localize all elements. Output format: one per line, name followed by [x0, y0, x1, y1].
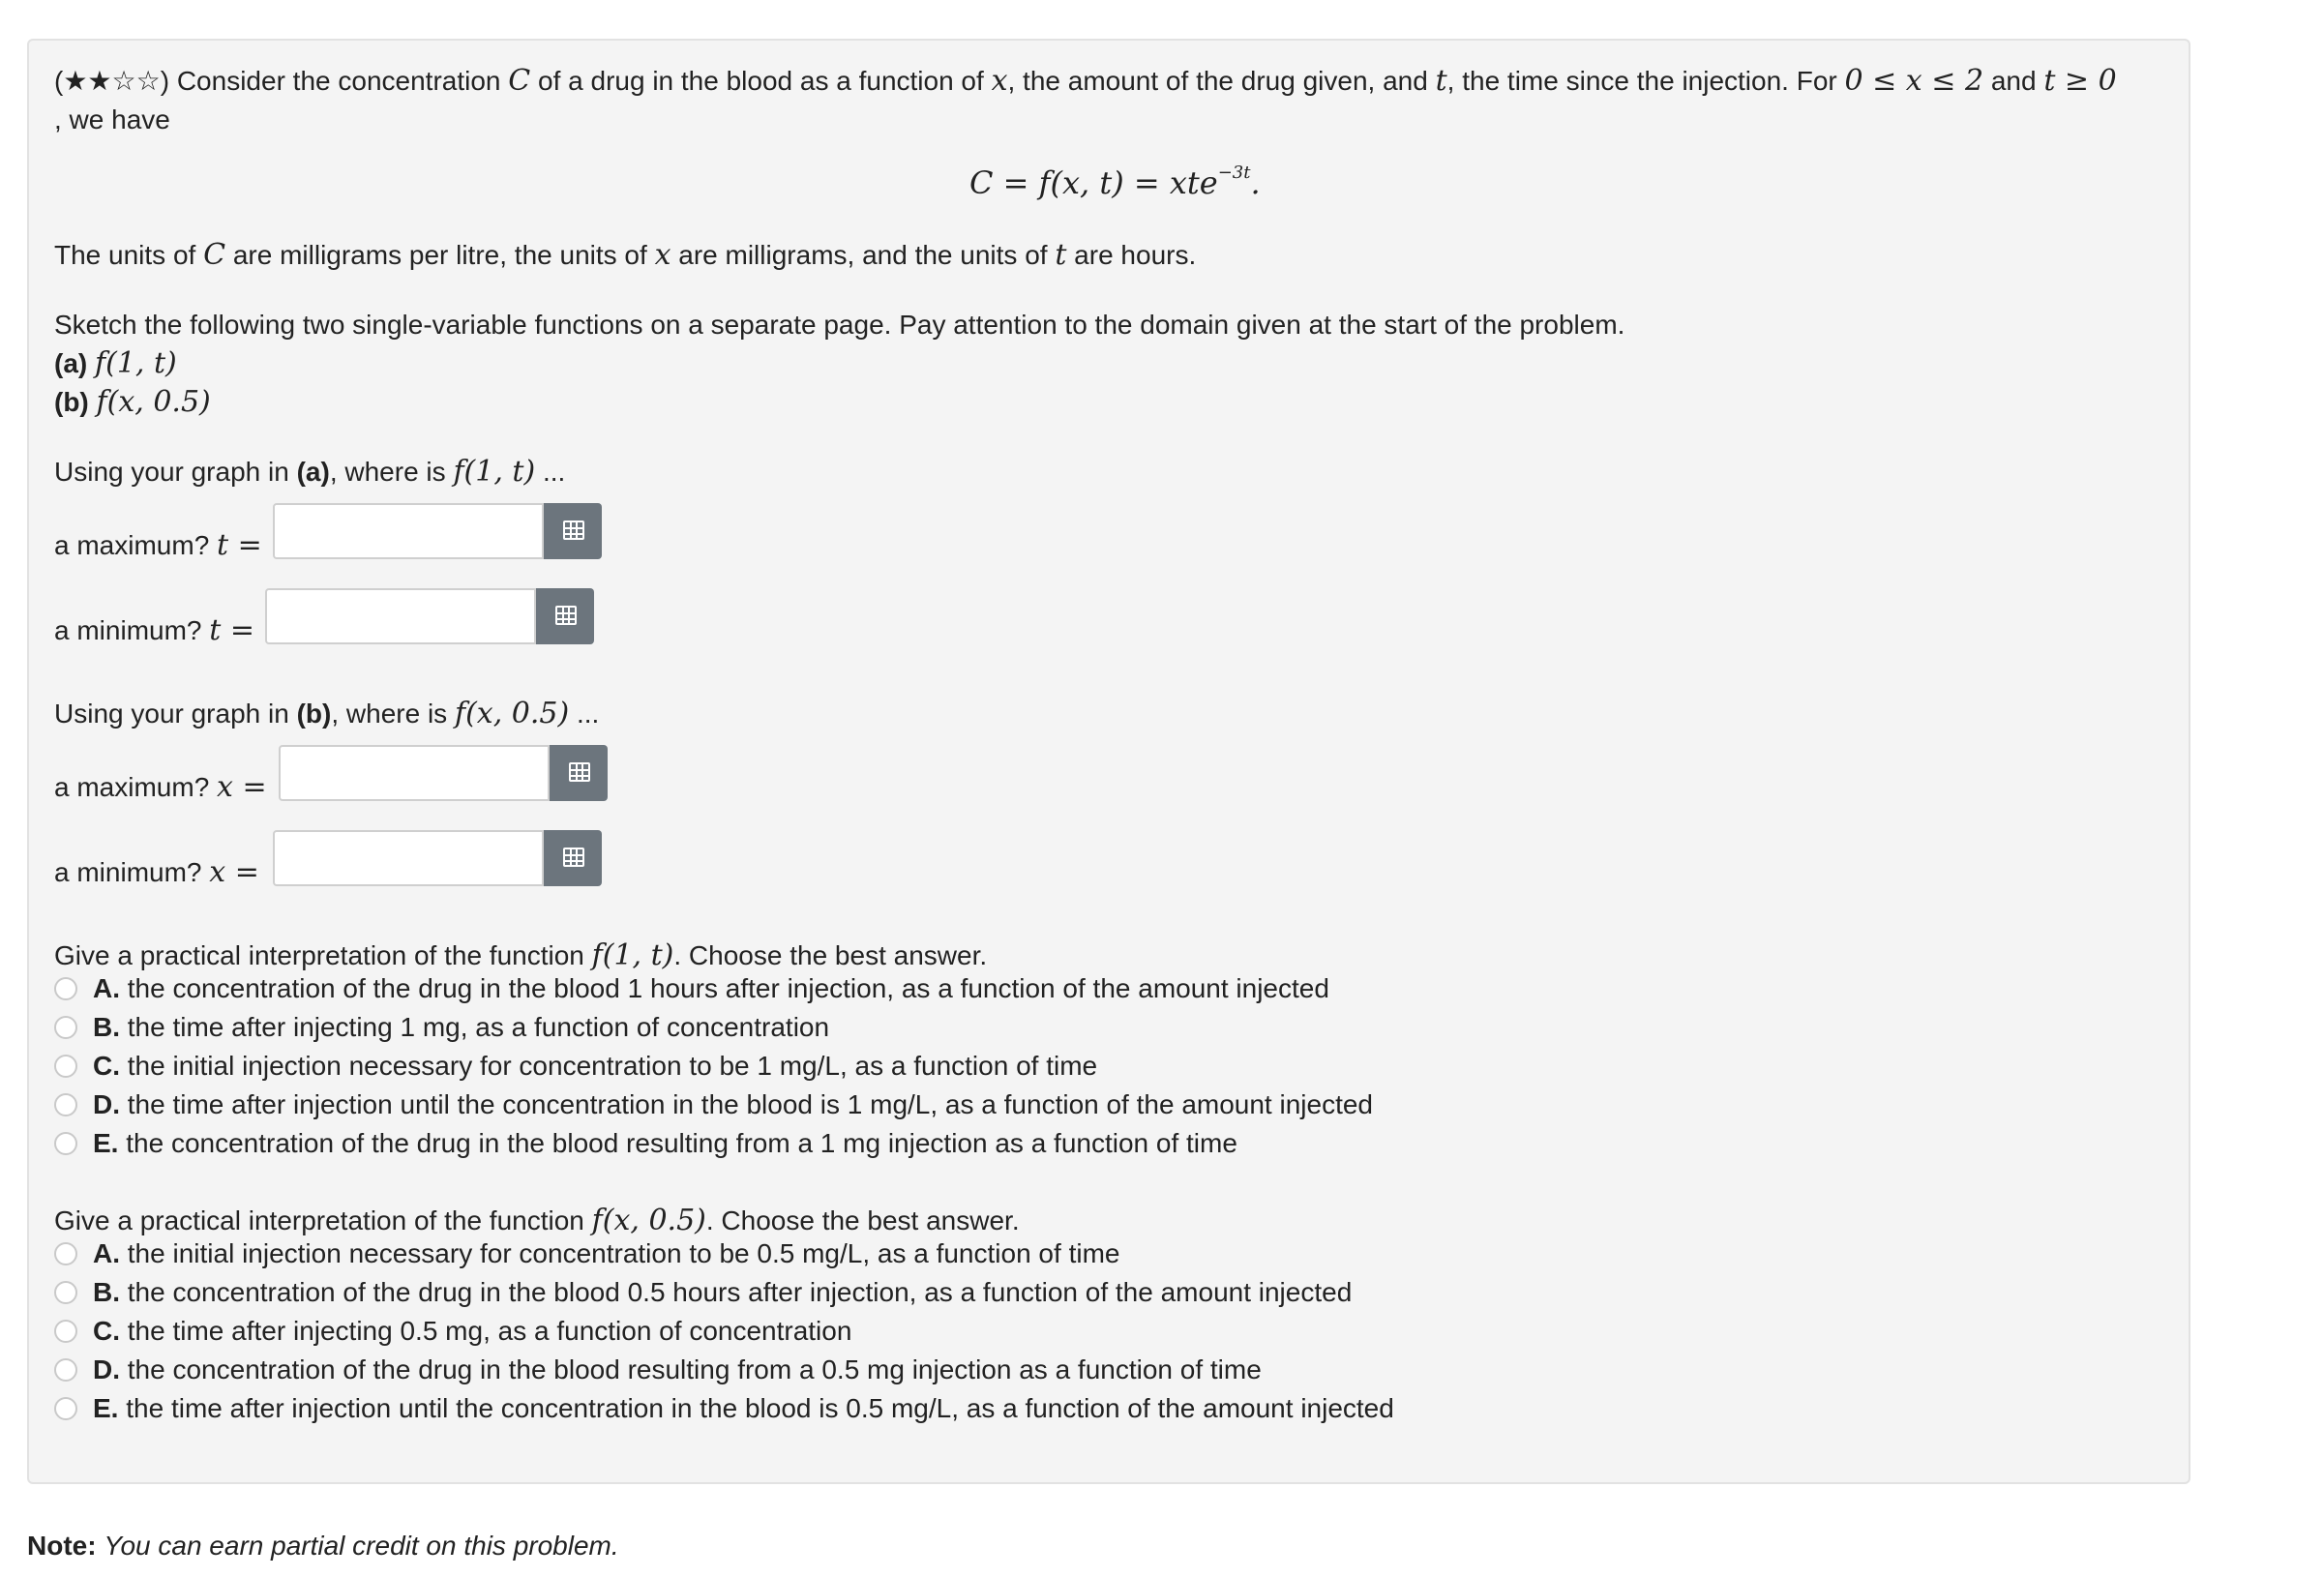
- option-text: [93, 1128, 1237, 1159]
- prompt-ellipsis: ...: [576, 699, 600, 729]
- q1-func: f(1, t): [591, 938, 674, 972]
- max-label-text: a maximum?: [54, 772, 210, 802]
- sketch-instructions: Sketch the following two single-variable functions on a separate page. Pay attention to the domain given at the start of the problem.: [54, 310, 1625, 340]
- domain-t: t ≥ 0: [2043, 64, 2117, 98]
- units-part: The units of: [54, 240, 196, 270]
- units-part: are milligrams per litre, the units of: [232, 240, 647, 270]
- radio-button[interactable]: [54, 1281, 77, 1304]
- option-text: [93, 973, 1329, 1004]
- option-label: the time after injecting 0.5 mg, as a function of concentration: [127, 1316, 852, 1346]
- option-text: [93, 1089, 1373, 1120]
- problem-intro: [54, 64, 2117, 98]
- min-label-text: a minimum?: [54, 615, 202, 645]
- option-letter: B.: [93, 1012, 120, 1042]
- graph-a-prompt: [54, 455, 565, 489]
- note-text: You can earn partial credit on this problem.: [104, 1531, 619, 1561]
- units-text: [54, 238, 1196, 272]
- option-text: [93, 1316, 851, 1347]
- var-x: x: [654, 238, 671, 272]
- var-eq: x =: [209, 855, 259, 889]
- radio-button[interactable]: [54, 1320, 77, 1343]
- part-b: [54, 385, 211, 419]
- graph-a-max-input[interactable]: [273, 503, 544, 559]
- graph-b-max-matrix-button[interactable]: [550, 745, 608, 801]
- formula-exponent: −3t: [1217, 163, 1251, 184]
- prompt-func: f(x, 0.5): [454, 697, 570, 730]
- grid-icon: [563, 848, 584, 867]
- option-letter: D.: [93, 1089, 120, 1119]
- option-text: [93, 1277, 1352, 1308]
- var-t: t: [1055, 238, 1067, 272]
- option-label: the initial injection necessary for concentration to be 0.5 mg/L, as a function of time: [127, 1238, 1120, 1268]
- q1-suffix: . Choose the best answer.: [673, 940, 988, 970]
- formula: [969, 164, 1261, 201]
- problem-intro-line2: , we have: [54, 104, 170, 134]
- intro-text: of a drug in the blood as a function of: [538, 66, 984, 96]
- graph-a-max-matrix-button[interactable]: [544, 503, 602, 559]
- option-letter: A.: [93, 973, 120, 1003]
- option-label: the initial injection necessary for concentration to be 1 mg/L, as a function of time: [127, 1051, 1098, 1081]
- var-c: C: [203, 238, 226, 272]
- part-b-func: f(x, 0.5): [96, 385, 211, 419]
- grid-icon: [555, 606, 577, 625]
- option-label: the time after injection until the concentration in the blood is 0.5 mg/L, as a function of the amount injected: [126, 1393, 1394, 1423]
- intro-text: and: [1990, 66, 2037, 96]
- option-label: the concentration of the drug in the blood resulting from a 0.5 mg injection as a function of time: [127, 1354, 1262, 1384]
- max-label-text: a maximum?: [54, 530, 210, 560]
- problem-panel: [27, 39, 2190, 1484]
- graph-b-max-label: [54, 770, 267, 804]
- graph-b-max-input[interactable]: [279, 745, 550, 801]
- q2-prefix: Give a practical interpretation of the function: [54, 1205, 584, 1235]
- option-letter: B.: [93, 1277, 120, 1307]
- formula-main: C = f(x, t) = xte: [969, 164, 1218, 201]
- option-letter: C.: [93, 1051, 120, 1081]
- option-text: [93, 1012, 829, 1043]
- graph-b-prompt: [54, 697, 599, 730]
- units-part: are hours.: [1074, 240, 1197, 270]
- part-a: [54, 346, 177, 380]
- option-text: [93, 1354, 1262, 1385]
- option-letter: A.: [93, 1238, 120, 1268]
- radio-button[interactable]: [54, 1242, 77, 1265]
- var-eq: t =: [209, 613, 254, 647]
- var-eq: t =: [217, 528, 262, 562]
- radio-button[interactable]: [54, 1093, 77, 1116]
- option-label: the concentration of the drug in the blood 1 hours after injection, as a function of the amount injected: [127, 973, 1329, 1003]
- prompt-bold: (a): [296, 457, 330, 487]
- prompt-text: Using your graph in: [54, 699, 289, 729]
- radio-button[interactable]: [54, 977, 77, 1000]
- part-a-func: f(1, t): [95, 346, 177, 380]
- var-t: t: [1435, 64, 1447, 98]
- option-label: the concentration of the drug in the blood 0.5 hours after injection, as a function of the amount injected: [127, 1277, 1353, 1307]
- radio-button[interactable]: [54, 1358, 77, 1382]
- graph-b-min-matrix-button[interactable]: [544, 830, 602, 886]
- option-letter: E.: [93, 1128, 119, 1158]
- prompt-ellipsis: ...: [542, 457, 566, 487]
- partial-credit-note: [27, 1531, 619, 1562]
- radio-button[interactable]: [54, 1055, 77, 1078]
- prompt-text: Using your graph in: [54, 457, 289, 487]
- var-x: x: [991, 64, 1008, 98]
- option-label: the time after injecting 1 mg, as a function of concentration: [127, 1012, 830, 1042]
- option-label: the concentration of the drug in the blood resulting from a 1 mg injection as a function of time: [126, 1128, 1237, 1158]
- intro-text: , the amount of the drug given, and: [1007, 66, 1428, 96]
- grid-icon: [569, 762, 590, 782]
- q1-prefix: Give a practical interpretation of the function: [54, 940, 584, 970]
- option-letter: C.: [93, 1316, 120, 1346]
- graph-b-min-input[interactable]: [273, 830, 544, 886]
- formula-end: .: [1250, 164, 1261, 201]
- part-a-label: (a): [54, 348, 88, 378]
- option-letter: E.: [93, 1393, 119, 1423]
- prompt-text: , where is: [329, 457, 446, 487]
- var-eq: x =: [217, 770, 267, 804]
- radio-button[interactable]: [54, 1132, 77, 1155]
- radio-button[interactable]: [54, 1397, 77, 1420]
- q2-func: f(x, 0.5): [591, 1204, 706, 1237]
- q2-prompt: [54, 1204, 1020, 1237]
- graph-a-min-label: [54, 613, 254, 647]
- radio-button[interactable]: [54, 1016, 77, 1039]
- min-label-text: a minimum?: [54, 857, 202, 887]
- grid-icon: [563, 521, 584, 540]
- option-text: [93, 1393, 1394, 1424]
- note-label: Note:: [27, 1531, 97, 1561]
- prompt-bold: (b): [296, 699, 332, 729]
- intro-text: , the time since the injection. For: [1446, 66, 1837, 96]
- units-part: are milligrams, and the units of: [678, 240, 1048, 270]
- option-letter: D.: [93, 1354, 120, 1384]
- graph-a-max-label: [54, 528, 262, 562]
- var-c: C: [508, 64, 531, 98]
- intro-text: (★★☆☆) Consider the concentration: [54, 66, 501, 96]
- q1-prompt: [54, 938, 987, 972]
- prompt-text: , where is: [331, 699, 448, 729]
- graph-a-min-input[interactable]: [265, 588, 536, 644]
- graph-b-min-label: [54, 855, 259, 889]
- option-text: [93, 1051, 1097, 1082]
- graph-a-min-matrix-button[interactable]: [536, 588, 594, 644]
- q2-suffix: . Choose the best answer.: [705, 1205, 1020, 1235]
- part-b-label: (b): [54, 387, 89, 417]
- prompt-func: f(1, t): [453, 455, 536, 489]
- option-label: the time after injection until the concentration in the blood is 1 mg/L, as a function of the amount injected: [127, 1089, 1374, 1119]
- domain-x: 0 ≤ x ≤ 2: [1844, 64, 1984, 98]
- option-text: [93, 1238, 1119, 1269]
